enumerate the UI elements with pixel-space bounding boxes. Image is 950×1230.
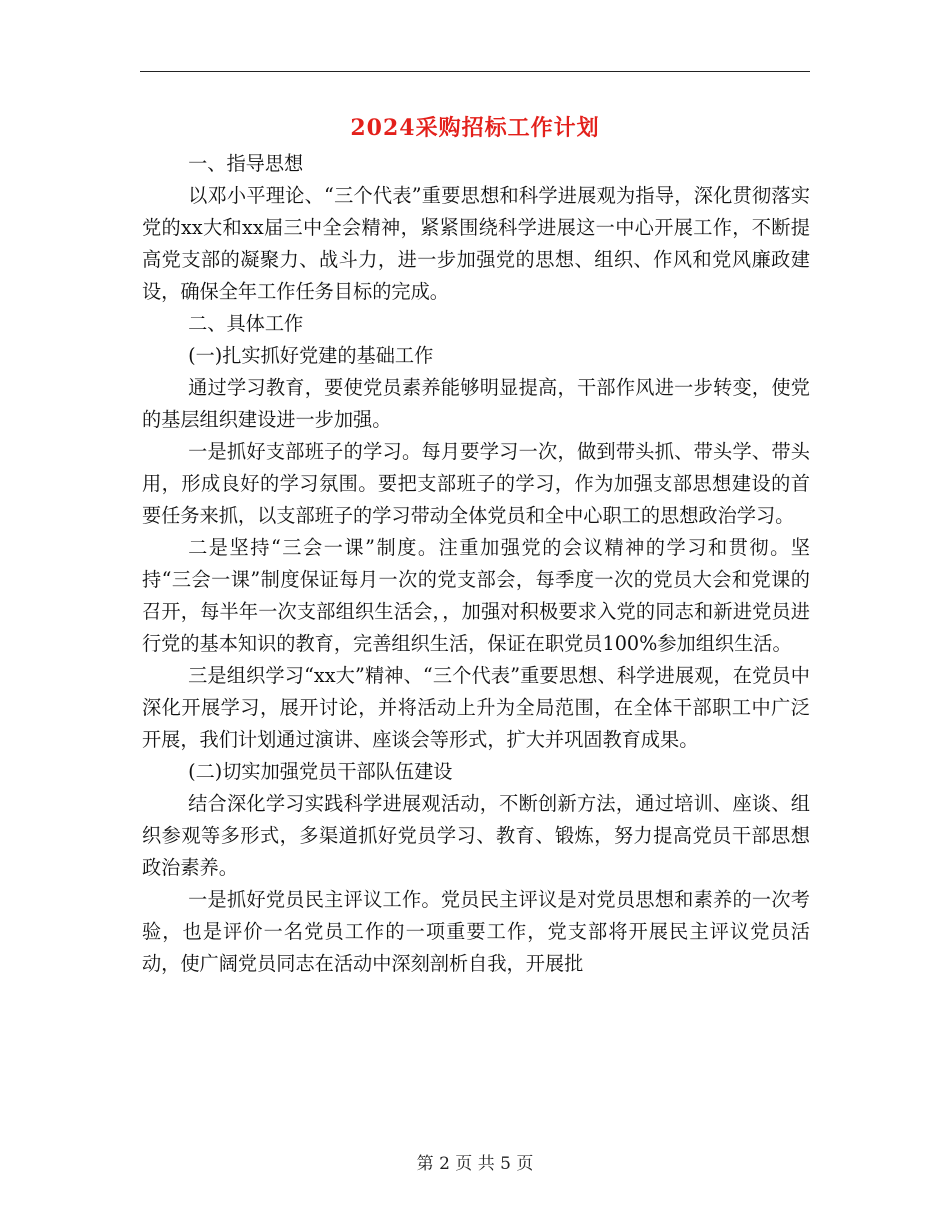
body-paragraph: 一是抓好支部班子的学习。每月要学习一次，做到带头抓、带头学、带头用，形成良好的学习氛围。要把支部班子的学习，作为加强支部思想建设的首要任务来抓，以支部班子的学习带动全体党员和全中心职工的思想政治学习。 <box>142 440 810 527</box>
document-title: 2024采购招标工作计划 <box>350 115 600 141</box>
body-paragraph: 一是抓好党员民主评议工作。党员民主评议是对党员思想和素养的一次考验，也是评价一名党员工作的一项重要工作，党支部将开展民主评议党员活动，使广阔党员同志在活动中深刻剖析自我，开展批 <box>142 888 810 975</box>
body-paragraph: 通过学习教育，要使党员素养能够明显提高，干部作风进一步转变，使党的基层组织建设进一步加强。 <box>142 376 810 431</box>
body-paragraph: 结合深化学习实践科学进展观活动，不断创新方法，通过培训、座谈、组织参观等多形式，多渠道抓好党员学习、教育、锻炼，努力提高党员干部思想政治素养。 <box>142 792 810 879</box>
section-heading-specific-work: 二、具体工作 <box>188 312 304 335</box>
subsection-heading: (一)扎实抓好党建的基础工作 <box>188 344 434 367</box>
document-body <box>142 148 810 980</box>
body-paragraph: 三是组织学习“xx大”精神、“三个代表”重要思想、科学进展观，在党员中深化开展学习，展开讨论，并将活动上升为全局范围，在全体干部职工中广泛开展，我们计划通过演讲、座谈会等形式，扩大并巩固教育成果。 <box>142 664 810 751</box>
body-paragraph: 二是坚持“三会一课”制度。注重加强党的会议精神的学习和贯彻。坚持“三会一课”制度保证每月一次的党支部会，每季度一次的党员大会和党课的召开，每半年一次支部组织生活会，，加强对积极要求入党的同志和新进党员进行党的基本知识的教育，完善组织生活，保证在职党员100%参加组织生活。 <box>142 536 810 655</box>
header-rule <box>140 71 810 72</box>
section-heading-guiding-ideology: 一、指导思想 <box>188 152 304 175</box>
body-paragraph: 以邓小平理论、“三个代表”重要思想和科学进展观为指导，深化贯彻落实党的xx大和xx届三中全会精神，紧紧围绕科学进展这一中心开展工作，不断提高党支部的凝聚力、战斗力，进一步加强党的思想、组织、作风和党风廉政建设，确保全年工作任务目标的完成。 <box>142 184 810 303</box>
page-number: 第 2 页 共 5 页 <box>416 1154 534 1174</box>
subsection-heading: (二)切实加强党员干部队伍建设 <box>188 760 453 783</box>
